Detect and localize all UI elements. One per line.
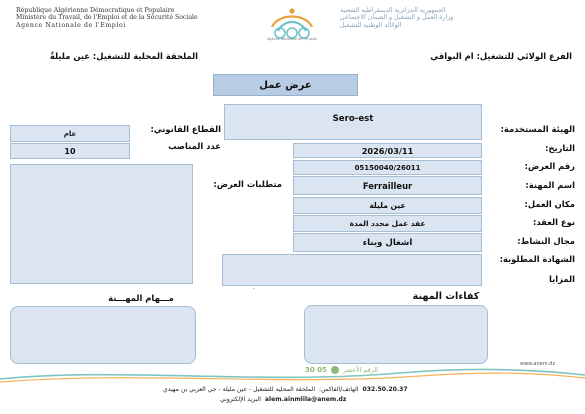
header-french-block: [16, 7, 246, 29]
requirements-field: [10, 164, 193, 284]
requirements-label: متطلبات العرض:: [213, 179, 282, 189]
employer-field: Sero-est: [224, 104, 482, 140]
footer-address-line: [163, 386, 543, 393]
activity-field-field: اشغال وبناء: [293, 233, 482, 252]
header-arabic-block: [340, 7, 572, 29]
footer-email[interactable]: alem.ainmlila@anem.dz: [264, 396, 347, 403]
certificate-label: الشهادة المطلوبة:: [499, 254, 575, 264]
employer-label: الهيئة المستخدمة:: [500, 124, 575, 134]
legal-sector-field: عام: [10, 125, 130, 142]
activity-field-label: مجال النشاط:: [517, 236, 575, 246]
header-ar-line1: الجمهورية الجزائرية الديمقراطية الشعبية: [340, 7, 446, 14]
contract-type-label: نوع العقد:: [533, 217, 575, 227]
header-fr-line1: République Algérienne Démocratique et Populaire: [16, 7, 175, 14]
offer-number-field: 05150040/26011: [293, 160, 482, 175]
contract-type-field: عقد عمل محدد المدة: [293, 215, 482, 232]
workplace-field: عين مليلة: [293, 197, 482, 214]
footer-phone: 032.50.20.37: [362, 386, 408, 393]
hotline-label: الرقم الأخضر: [342, 366, 378, 374]
date-label: التاريخ:: [545, 143, 575, 153]
footer-phone-label: الهاتف/الفاكس:: [319, 386, 359, 393]
logo-caption: Agence Nationale de l'Emploi: [267, 37, 317, 41]
positions-count-label: عدد المناصب: [168, 141, 221, 151]
positions-count-field: 10: [10, 143, 130, 159]
header-fr-line3: Agence Nationale de l'Emploi: [16, 21, 126, 29]
skills-label: كفاءات المهنة: [412, 291, 480, 302]
certificate-and-benefits-field: [222, 254, 482, 286]
website-link[interactable]: www.anem.dz: [520, 361, 555, 367]
wilaya-branch-label: الفرع الولائي للتشغيل: ام البواقي: [430, 51, 572, 61]
legal-sector-label: القطاع القانوني:: [150, 124, 221, 134]
page-title: عرض عمل: [213, 74, 358, 96]
hotline-number: 30 05: [305, 366, 327, 374]
benefits-label: المزايا: [548, 274, 575, 284]
local-branch-label: الملحقة المحلية للتشغيل: عين مليلةٌ: [49, 51, 198, 61]
job-tasks-label: مـــهام المهـــنة: [108, 293, 174, 303]
job-tasks-field: [10, 306, 196, 364]
job-name-label: اسم المهنة:: [525, 180, 575, 190]
hotline-badge: [305, 366, 378, 374]
header-ar-line2: وزارة العمل و التشغيل و الضمان الاجتماعي: [340, 14, 454, 22]
skills-field: [304, 305, 488, 364]
offer-number-label: رقم العرض:: [524, 161, 575, 171]
footer-address: الملحقة المحلية للتشغيل - عين مليلة - حي العربي بن مهيدي: [163, 386, 316, 393]
dot-mark: ·: [253, 286, 255, 293]
footer-wave-decoration: [0, 363, 585, 385]
workplace-label: مكان العمل:: [524, 199, 575, 209]
phone-icon: [331, 366, 339, 374]
header-ar-line3: الوكالة الوطنية للتشغيل: [340, 21, 402, 29]
header-fr-line2: Ministère du Travail, de l'Emploi et de la Sécurité Sociale: [16, 14, 198, 22]
date-field: 2026/03/11: [293, 143, 482, 158]
footer-email-line: [220, 396, 380, 403]
footer-email-label: البريد الإلكتروني: [220, 396, 261, 403]
job-name-field: Ferrailleur: [293, 176, 482, 195]
